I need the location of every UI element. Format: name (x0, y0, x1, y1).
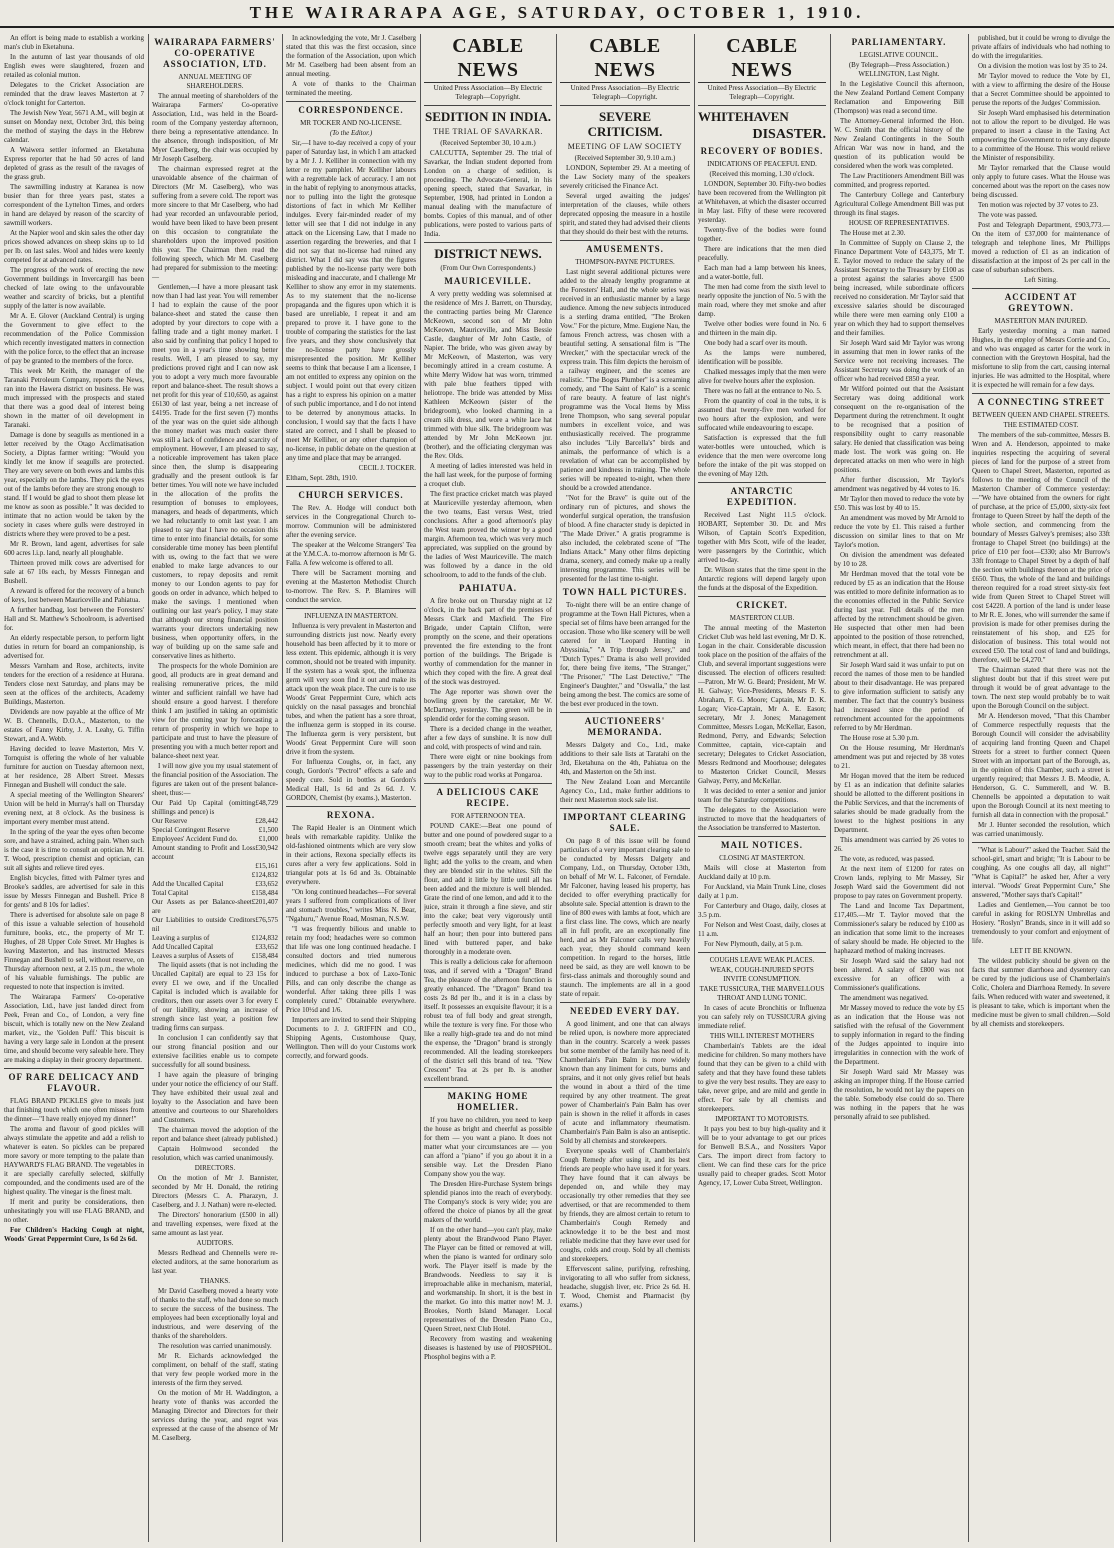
paragraph: The Jewish New Year, 5671 A.M., will begin at sunset on Monday next, October 3rd, this being the method of staying the days in the Hebrew calendar. (4, 109, 144, 144)
article-heading: A CONNECTING STREET (977, 397, 1105, 407)
paragraph: The amendment was negatived. (840, 994, 929, 1002)
paragraph: Mails will close at Masterton from Auckland daily at 10 p.m. (698, 864, 826, 881)
financial-amount: £158,484 (251, 952, 278, 960)
masthead: THE WAIRARAPA AGE, SATURDAY, OCTOBER 1, 1910. (0, 0, 1114, 28)
financial-row (152, 898, 278, 916)
divider (560, 808, 690, 809)
paragraph: For Auckland, via Main Trunk Line, closes daily at 1 p.m. (698, 883, 826, 900)
article-heading: ACCIDENT AT GREYTOWN. (1004, 292, 1078, 313)
financial-label: Add the Uncalled Capital (152, 880, 224, 888)
advert-heading: TAKE TUSSICURA, THE MARVELLOUS THROAT AND LUNG TONIC. (699, 985, 825, 1002)
paragraph: Messrs Redhead and Chennells were re-elected auditors, at the same honorarium as last year. (152, 1249, 278, 1275)
paragraph: Ladies and Gentlemen,—You cannot be too careful in asking for ROSLYN Umbrellas and Hosiery. "Roslyn" Brands, since in it will add so tremendously to your comfort and enjoyment of life. (972, 901, 1110, 945)
divider (698, 482, 826, 483)
divider (698, 105, 826, 106)
paragraph: For Children's Hacking Cough at night, Woods' Great Peppermint Cure, 1s 6d 2s 6d. (4, 1226, 144, 1243)
wire-credit: United Press Association—By Electric Telegraph—Copyright. (433, 84, 543, 101)
paragraph: It pays you best to buy high-quality and it will be to your advantage to get our prices for Benwell B.S.A., and Nossiters Vapor Cars. The import direct from factory to client. We can find these cars for the price usually paid to cheaper grades. Scott Motor Agency, 17, Lower Cuba Street, Wellington. (698, 1125, 826, 1187)
paragraph: A vote of thanks to the Chairman terminated the meeting. (286, 80, 416, 97)
divider (560, 240, 690, 241)
financial-label: Our Assets as per Balance-sheet are (152, 898, 252, 915)
financial-row (152, 943, 278, 952)
paragraph: The first practice cricket match was played at Mauriceville yesterday afternoon, when the two teams, East versus West, tried conclusions. After a good afternoon's play the West team proved the winner by a good margin. Afternoon tea, which was very much appreciated, was supplied on the ground by the ladies of West Mauriceville. The match was followed by a dance in the old schoolroom, to add to the funds of the club. (424, 490, 552, 579)
paragraph: A reward is offered for the recovery of a bunch of keys, lost between Mauriceville and Pahiatua. (4, 587, 144, 604)
paragraph: I have again the pleasure of bringing under your notice the efficiency of our Staff. They have exhibited their usual zeal and loyalty to the Association and have been attentive and courteous to our Shareholders and Customers. (152, 1071, 278, 1124)
paragraph: The Chairman stated that there was not the slightest doubt but that if this street were put through it would be of great advantage to the town. The next step would probably be to wait upon the Borough Council on the subject. (972, 666, 1110, 710)
divider (972, 842, 1110, 843)
paragraph: There is advertised for absolute sale on page 8 of this issue a valuable selection of household furniture, books, etc., the property of Mr T. Hughes, of 28 Upper Cole Street. Mr Hughes is leaving Masterton, and has instructed Messrs Finnegan and Bushell to sell, without reserve, on Thursday afternoon next, at 2.15 p.m., the whole of his valuable furnishings. The public are requested to note that inspection is invited. (4, 911, 144, 991)
financial-amount: £48,729 (255, 799, 278, 807)
paragraph: Ten motion was rejected by 37 votes to 23. (978, 201, 1099, 209)
wire-credit: United Press Association—By Electric Telegraph—Copyright. (570, 84, 680, 101)
divider (560, 1002, 690, 1003)
paragraph: CALCUTTA, September 29. The trial of Savarkar, the Indian student deported from London on a charge of sedition, is proceeding. The Advocate-General, in his opening speech, stated that Savarkar, in September, 1908, had printed in London a manual dealing with the manufacture of bombs. Copies of this manual, and of other publications, were posted to various parts of India. (424, 149, 552, 238)
article-heading: SEVERE CRITICISM. (587, 109, 663, 139)
wire-credit: United Press Association—By Electric Telegraph—Copyright. (707, 84, 817, 101)
divider (424, 783, 552, 784)
paragraph: At the Napier wool and skin sales the other day prices showed advances on sheep skins up to 1d per lb. on last sales. Wool and hides were keenly competed for at advanced rates. (4, 229, 144, 264)
paragraph: Sir,—I have to-day received a copy of your paper of Saturday last, in which I am attacked by a Mr J. J. Kelliher in connection with my letter re my pamphlet. Mr Kelliher labours with a regrettable lack of accuracy. I am not in the habit of replying to anonymous attacks, nor to pulling into the light the grotesque distortions of fact in which Mr Kelliher indulges. Every fair-minded reader of my letter will see that I did not indulge in any attack on the Licensing Law, that I made no assertion regarding the breweries, and that I did not say that no-license had ruined any district. What I did say was that the figures published by the no-license party were both misleading and inaccurate, and I challenge Mr Kelliher to show any error in my statements. As to my statement that the no-license propaganda and the figures upon which it is based are unreliable, I repeat it and am prepared to prove it. I have gone to the trouble of comparing the statistics for the last five years, and they show conclusively that the no-license party have grossly misrepresented the position. Mr Kelliher seems to think that because I am a licensee, I am not entitled to express any opinion on the subject. I would point out that every citizen has a right to express his opinion on a matter of such public importance, and I do not intend to be deterred by anonymous attacks. In conclusion, I would say that the facts I have stated are correct, and I shall be pleased to meet Mr Kelliher, or any other champion of no-license, in public debate on the question at any time and place that may be arranged. (286, 139, 416, 462)
divider (286, 486, 416, 487)
paragraph: Early yesterday morning a man named Hughes, in the employ of Messrs Corrie and Co., and who was engaged as carter for the work in connection with the Greytown Hospital, had the misfortune to slip from the cart, causing internal injuries. He was admitted to the Hospital, where it is expected he will remain for a few days. (972, 327, 1110, 389)
paragraph: The Wairarapa Farmers' Co-operative Association, Ltd., have just landed direct from Peek, Frean and Co., of London, a very fine biscuit, which is totally new on the New Zealand market, viz., the 'Golden Puff.' This biscuit is having a very large sale in London at the present time, and should become very saleable here. They are making a display in their grocery department. (4, 993, 144, 1064)
financial-row (152, 934, 278, 943)
divider (972, 393, 1110, 394)
financial-row (152, 862, 278, 871)
financial-label: Special Contingent Reserve (152, 826, 230, 834)
paragraph: On division the amendment was defeated by 10 to 28. (834, 551, 964, 568)
paragraph: Importers are invited to send their Shipping Documents to J. J. GRIFFIN and CO., Shipping Agents, Customhouse Quay, Wellington. Then will do your Customs work correctly, and forward goods. (286, 1016, 416, 1060)
financial-label: Add Uncalled Capital (152, 943, 214, 951)
paragraph: One body had a scarf over its mouth. (704, 339, 808, 347)
article-subheading: INDICATIONS OF PEACEFUL END. (707, 160, 817, 168)
received-note: (Received September 30, 9.10 a.m.) (574, 154, 676, 162)
article-heading: REXONA. (326, 810, 376, 820)
paragraph: Mr David Caselberg moved a hearty vote of thanks to the staff, who had done so much to secure the success of the business. The employees had been exceptionally loyal and industrious, and were deserving of the thanks of the shareholders. (152, 1287, 278, 1340)
paragraph: Mr Massey moved to reduce the vote by £5 as an indication that the House was not satisfied with the refusal of the Government to supply information in regard to the finding of the Judges appointed to inquire into irregularities in connection with the work of the Department. (834, 1004, 964, 1066)
article-subheading: AUDITORS. (196, 1239, 234, 1247)
paragraph: Twelve other bodies were found in No. 6 and thirteen in the main dip. (698, 320, 826, 337)
article-heading: AUCTIONEERS' MEMORANDA. (584, 716, 666, 737)
article-subheading: THE TRIAL OF SAVARKAR. (433, 127, 543, 136)
divider (424, 1087, 552, 1088)
paragraph: The chairman expressed regret at the unavoidable absence of the chairman of Directors (Mr M. Caselberg), who was suffering from a severe cold. The report was more sincere to that Mr Caselberg, who had had year recorded an unfavourable period, would have been liked to have been present on this occasion to congratulate the shareholders upon the improved position this year. The Chairman then read the following speech, which Mr M. Caselberg had prepared for submission to the meeting:— (152, 165, 278, 281)
financial-row (152, 844, 278, 862)
financial-label: Our Liabilities to outside Creditors nil (152, 916, 256, 933)
section-banner: CABLE NEWS (424, 34, 552, 83)
financial-row (152, 889, 278, 898)
article-subheading: RECOVERY OF BODIES. (700, 146, 824, 156)
paragraph: A fire broke out on Thursday night at 12 o'clock, in the back part of the premises of Messrs Clark and Maxfield. The Fire Brigade, under Captain Clifton, were promptly on the scene, and their operations prevented the fire extending to the front portion of the buildings. The Brigade is worthy of commendation for the manner in which they coped with the fire. A great deal of the stock was destroyed. (424, 597, 552, 686)
paragraph: Each man had a lamp between his knees, and a water-bottle, full. (698, 264, 826, 281)
received-note: (Received this morning, 1.30 o'clock. (709, 170, 815, 178)
paragraph: Sir Joseph Ward said Mr Massey was asking an improper thing. If the House carried the resolution, he would not lay the papers on the table. Somebody else could do so. There was nothing in the papers that he was personally afraid to see published. (834, 1068, 964, 1121)
paragraph: On the motion of Mr J. Bannister, seconded by Mr H. Donald, the retiring Directors (Messrs C. A. Pharazyn, J. Caselberg, and J. J. Nathan) were re-elected. (152, 1174, 278, 1209)
paragraph: English bicycles, fitted with Palmer tyres and Brooke's saddles, are advertised for sale in this issue by Messrs Finnegan and Bushell. Price 8 for gents' and 8 10s for ladies'. (4, 874, 144, 909)
article-heading: A DELICIOUS CAKE RECIPE. (436, 787, 540, 808)
paragraph: Received Last Night 11.5 o'clock. HOBART, September 30. Dr. and Mrs Wilson, of Captain Scott's Expedition, together with Mrs Scott, wife of the leader, were passengers by the Corinthic, which arrived to-day. (698, 511, 826, 564)
paragraph: published, but it could be wrong to divulge the private affairs of individuals who had nothing to do with the irregularities. (972, 34, 1110, 60)
article-heading: DISTRICT NEWS. (434, 246, 542, 261)
article-heading: ANTARCTIC EXPEDITION. (726, 486, 798, 507)
paragraph: On page 8 of this issue will be found particulars of a very important clearing sale to be conducted by Messrs Dalgety and Company, Ltd., on Thursday, October 13th, on behalf of Mr W. L. Falconer, of Ferndale. Mr Falconer, having leased his property, has decided to offer everything practically for absolute sale. Special attention is drawn to the line of 800 ewes with lambs at foot, which are a first class line. The cows, which are nearly all in full profit, are an exceptionally fine herd, and as Mr Falconer calls very heavily each year, they should command keen competition. In regard to the horses, little need be said, as they are well known to be first-class animals and thoroughly sound and staunch. The implements are all in a good state of repair. (560, 837, 690, 998)
paragraph: Damage is done by seagulls as mentioned in a letter received by the Otago Acclimatisation Society, a Diptas farmer writing: "Would you kindly let me know if seagulls are protected. They are very severe on both ewes and lambs this year, especially on the lambs. They pick the eyes out of the lambs before they are strong enough to stand. If I would be glad to shoot them please let me know as soon as possible." It was decided to intimate that no action would be taken by the society in cases where gulls were destroyed in districts where they were proved to be a pest. (4, 431, 144, 538)
article-heading-continued: DISASTER. (752, 127, 826, 142)
paragraph: A good liniment, and one that can always be relied upon, is nowhere more appreciated than in the country. Scarcely a week passes but some member of the family has need of it. Chamberlain's Pain Balm is more widely known than any liniment for cuts, burns and sprains, and it not only gives relief but heals the wound in about a third of the time required by any other treatment. The great power of Chamberlain's Pain Balm has over pain is shown in the relief it affords in cases of acute and inflammatory rheumatism. Chamberlain's Pain Balm is also an antiseptic. Sold by all chemists and storekeepers. (560, 1020, 690, 1145)
column-2 (152, 34, 278, 1542)
financial-row (152, 916, 278, 934)
article-heading: NEEDED EVERY DAY. (570, 1006, 680, 1016)
financial-row (152, 880, 278, 889)
article-subheading: PAHIATUA. (459, 583, 517, 593)
column-5 (560, 34, 690, 1542)
article-subheading: (To the Editor.) (329, 129, 373, 137)
paragraph: For Nelson and West Coast, daily, closes at 11 a.m. (698, 921, 826, 938)
received-note: (Received September 30, 10 a.m.) (440, 139, 536, 147)
paragraph: For New Plymouth, daily, at 5 p.m. (704, 940, 803, 948)
financial-amount: £33,652 (255, 880, 278, 888)
paragraph: Mr Herdman moved that the total vote be reduced by £5 as an indication that the House was entitled to more definite information as to the economies effected in the Public Service during last year. Full details of the men affected by the retrenchment should be given. He suspected that other men had been appointed to the position of those retrenched, which meant, in effect, that there had been no retrenchment at all. (834, 570, 964, 659)
article-heading: MAKING HOME HOMELIER. (447, 1091, 529, 1112)
paragraph: Recovery from wasting and weakening diseases is hastened by use of PHOSPHOL. Phosphol begins with a P. (424, 1335, 552, 1361)
paragraph: The Rev. A. Hodge will conduct both services in the Congregational Church to-morrow. Communion will be administered after the evening service. (286, 504, 416, 539)
paragraph: From the quantity of coal in the tubs, it is assumed that twenty-five men worked for two hours after the explosion, and were suffocated while endeavouring to escape. (698, 397, 826, 432)
column-rule (830, 34, 831, 1542)
paragraph: Mr R. Eichards acknowledged the compliment, on behalf of the staff, stating that very few people worked more in the interests of the firm they served. (152, 1352, 278, 1387)
divider (698, 596, 826, 597)
paragraph: A further handbag, lost between the Foresters' Hall and St. Matthew's Schoolroom, is advertised for. (4, 606, 144, 632)
paragraph: As the lamps were numbered, identification will be possible. (698, 349, 826, 366)
article-subheading: ANNUAL MEETING OF SHAREHOLDERS. (178, 73, 252, 90)
paragraph: If merit and purity be considerations, then unhesitatingly you will use FLAG BRAND, and no other. (4, 1198, 144, 1224)
paragraph: For Influenza Coughs, or, in fact, any cough, Gordon's "Pectrol" effects a safe and speedy cure. Sold in bottles at Gordon's Medical Hall, 1s 6d and 2s 6d. J. V. GORDON, Chemist (by exams.), Masterton. (286, 758, 416, 802)
paragraph: To-night there will be an entire change of programme at the Town Hall Pictures, when a special set of films have been arranged for the occasion. Those who like scenery will be well catered for in "Leopard Hunting in Abyssinia," "A Trip through Jersey," and "Dutch Types." Drama is also well provided for, there being five items, "The Stranger," "The Prisoner," "The Last Detective," "The Engineer's Daughter," and "Oswalla," the last being among the best. The comics are some of the best ever produced in the town. (560, 601, 690, 708)
dateline: (By Telegraph—Press Association.) WELLINGTON, Last Night. (848, 61, 950, 78)
paragraph: The House rose at 5.30 p.m. (840, 734, 919, 742)
article-subheading: TOWN HALL PICTURES. (562, 587, 688, 597)
advert-heading: COUGHS LEAVE WEAK PLACES. (709, 956, 815, 964)
paragraph: Delegates to the Cricket Association are reminded that the draw leaves Masterton at 7 o'clock tonight for Carterton. (4, 81, 144, 107)
financial-amount: £124,832 (251, 871, 278, 879)
signature: CECIL J. TOCKER. (358, 464, 416, 472)
paragraph: The speaker at the Welcome Strangers' Tea at the Y.M.C.A. to-morrow afternoon is Mr G. Falla. A few welcome is offered to all. (286, 541, 416, 567)
article-subheading: THANKS. (199, 1277, 231, 1285)
article-subheading: FOR AFTERNOON TEA. (450, 812, 526, 820)
financial-label: Leaves a surplus of Assets of (152, 952, 234, 960)
article-subheading: CLOSING AT MASTERTON. (719, 854, 805, 862)
paragraph: FLAG BRAND PICKLES give to meals just that finishing touch which one often misses from the dinner—"I have really enjoyed my dinner!" (4, 1097, 144, 1123)
financial-row (152, 817, 278, 826)
article-subheading: DIRECTORS. (194, 1164, 236, 1172)
column-6 (698, 34, 826, 1542)
paragraph: Mr Taylor moved to reduce the Vote by £1, with a view to affirming the desire of the House that a Secret Committee should be appointed to peruse the reports of the Judges' Commission. (972, 72, 1110, 107)
paragraph: The Land and Income Tax Department, £17,405.—Mr T. Taylor moved that the Commissioner's salary be reduced by £100 as an indication that some limit to the increases of salary should be made. He objected to the haphazard method of making increases. (834, 902, 964, 955)
paragraph: Mr A. E. Glover (Auckland Central) is urging the Government to give effect to the recommendation of the Police Commission which recently investigated matters in connection with the police force, to the effect that an increase of pay be granted to the members of the force. (4, 312, 144, 365)
paragraph: The men had come from the sixth level to nearly opposite the junction of No. 5 with the main road, where they met smoke and after damp. (698, 283, 826, 318)
article-subheading: THOMPSON-PAYNE PICTURES. (575, 258, 675, 266)
article-heading: WHITEHAVEN (698, 109, 789, 124)
paragraph: The resolution was carried unanimously. (158, 1342, 272, 1350)
section-banner: CABLE NEWS (560, 34, 690, 83)
column-rule (968, 34, 969, 1542)
paragraph: Influenza is very prevalent in Masterton and surrounding districts just now. Nearly every household has been affected by it to more or less extent. This epidemic, although it is very common, should not be treated with impunity. If the system has a weak spot, the influenza germ will very soon find it out and make its attack upon the weak place. The cure is to use Woods' Great Peppermint Cure, which acts quickly on the nasal passages and bronchial tubes, and when the patient has a sore throat, the influenza germ is stopped in its course. The Influenza germ is very persistent, but Woods' Great Peppermint Cure will soon drive it from the system. (286, 622, 416, 756)
paragraph: Twenty-five of the bodies were found together. (698, 226, 826, 243)
paragraph: The members of the sub-committee, Messrs B. Wren and A. Henderson, appointed to make inquiries respecting the acquiring of several pieces of land for the purpose of a street from Queen to Chapel Street, Masterton, reported as follows to the meeting of the Council of the Masterton Chamber of Commerce yesterday:—"We have obtained from the owners for right of purchase, at the price of £5,000, sixty-six feet frontage to Queen Street by half the depth of the whole section, and commencing from the boundary of Messrs Galvey's premises; also 33ft frontage to Chapel Street (no buildings) at the price of £10 per foot—£330; also Mr Burrow's 33ft frontage to Chapel Street by a depth of half the section with buildings thereon at the price of £650. Thus, the whole of the land and buildings thereon required for a road street sixty-six feet wide from Queen Street to Chapel Street will cost £4220. A portion of the land is under lease to Mr R. E. Jones, who will surrender the same if provision is made for other premises during the reinstatement of his shop, and £25 for dislocation of business. This total would not exceed £50. The total cost of land and buildings, therefore, will be £4,270." (972, 431, 1110, 664)
financial-label: Total Capital (152, 889, 189, 897)
divider (972, 288, 1110, 289)
divider (4, 1068, 144, 1069)
paragraph: If you have no children, you need to keep the house as bright and cheerful as possible for them — you want a piano. It does not matter what your circumstances are — you can afford a "piano" if you go about it in a sensible way. Let the Dresden Piano Company show you the way. (424, 1116, 552, 1178)
financial-row (152, 826, 278, 835)
paragraph: The vote, as reduced, was passed. (840, 855, 935, 863)
paragraph: LONDON, September 30. Fifty-two bodies have been recovered from the Wellington pit at Whitehaven, at which the disaster occurred in May last. Fifty of these were recovered yesterday. (698, 180, 826, 224)
article-heading: PARLIAMENTARY. (851, 37, 947, 47)
paragraph: Everyone speaks well of Chamberlain's Cough Remedy after using it, and its best friends are people who have used it for years. They have found that it can always be depended on, and while they may occasionally try other remedies that they see advertised, or that are recommended to them by friends, they are almost certain to return to Chamberlain's Cough Remedy and acknowledge it to be the best and most reliable medicine that they have ever used for coughs, colds and croup. Sold by all chemists and storekeepers. (560, 1147, 690, 1263)
financial-statement (152, 799, 278, 961)
paragraph: The annual meeting of the Masterton Cricket Club was held last evening, Mr D. K. Logan in the chair. Considerable discussion took place on the position of the affairs of the Club, and several important suggestions were discussed. The election of officers resulted:—Patron, Mr W. G. Beard; President, Mr W. H. Galway; Vice-Presidents, Messrs F. S. Abraham, F. G. Moore; Captain, Mr D. K. Logan; Vice-Captain, Mr A. E. Eason; secretary, Mr J. Jones; Management Committee, Messrs Logan, McKellar, Eason, Redmond, Perry, and Edwards; Selection Committee, captain, vice-captain and secretary; Delegates to Cricket Association, Messrs Redmond and Moorhouse; delegates to Masterton Cricket Council, Messrs Galway, Perry, and McKellar. (698, 624, 826, 785)
financial-amount: £30,942 (255, 844, 278, 852)
paragraph: This amendment was carried by 26 votes to 26. (834, 836, 964, 853)
column-rule (148, 34, 149, 1542)
paragraph: Messrs Varnham and Rose, architects, invite tenders for the erection of a residence at Hurana. Tenders close next Saturday, and plans may be seen at the offices of the architects, Academy Buildings, Masterton. (4, 662, 144, 706)
paragraph: In conclusion I can confidently say that our strong financial position and our extensive facilities enable us to compete successfully for all sound business. (152, 1034, 278, 1069)
column-8 (972, 34, 1110, 1542)
financial-amount: £201,407 (251, 898, 278, 906)
divider (286, 806, 416, 807)
financial-label: Our Paid Up Capital (omitting shillings and pence) is (152, 799, 256, 816)
paragraph: There was no fall at the entrance to No. 5. (704, 387, 822, 395)
article-subheading: THE ESTIMATED COST. (1003, 421, 1079, 429)
paragraph: Several urged awaiting the judges' interpretation of the clauses, while others deprecated opposing the measure in a hostile spirit, and stated they had advised their clients that they should do their best with the returns. (560, 192, 690, 236)
article-heading: SEDITION IN INDIA. (424, 109, 552, 124)
financial-amount: £124,832 (251, 934, 278, 942)
paragraph: There are indications that the men died peacefully. (698, 245, 826, 262)
article-heading: CHURCH SERVICES. (298, 490, 404, 500)
paragraph: Mr R. Brown, land agent, advertises for sale 600 acres l.i.p. land, nearly all ploughable. (4, 540, 144, 557)
paragraph: In Committee of Supply on Clause 2, the Finance Department Vote of £43,375, Mr T. E. Taylor moved to reduce the salary of the Assistant Secretary to the Treasury by £100 as a protest against the salaries above £500 being increased, while subordinate officers received no consideration. Mr Taylor said that excessive salaries should be discouraged while there were men earning only £100 a year on which they had to support themselves and their families. (834, 239, 964, 337)
paragraph: Sir Joseph Ward said the salary had not been altered. A salary of £800 was not excessive for an officer with a Commissioner's qualifications. (834, 957, 964, 992)
paragraph: In cases of acute Bronchitis or Influenza you can safely rely on TUSSICURA giving immediate relief. (698, 1004, 826, 1030)
divider (286, 101, 416, 102)
financial-row (152, 799, 278, 817)
paragraph: Messrs Dalgety and Co., Ltd., make additions to their sale lists at Taratahi on the 3rd, Eketahuna on the 4th, Pahiatua on the 4th, and Masterton on the 5th inst. (560, 741, 690, 776)
financial-row (152, 952, 278, 961)
paragraph: The aroma and flavour of good pickles will always stimulate the appetite and add a relish to whatever is eaten. So pickles can be prepared more savory or more tempting to the palate than HAYWARD'S FLAG BRAND. The vegetables in it are specially carefully selected, skilfully compounded, and the condiments used are of the highest quality. The vinegar is the finest malt. (4, 1125, 144, 1196)
paragraph: After further discussion, Mr Taylor's amendment was negatived by 44 votes to 16. (834, 476, 964, 493)
paragraph: The wildest publicity should be given on the facts that summer diarrhoea and dysentery can be cured by the judicious use of Chamberlain's Colic, Cholera and Diarrhoea Remedy. In severe fails. When reduced with water and sweetened, it is pleasant to take, which is important when the medicine must be given to small children.—Sold by all chemists and storekeepers. (972, 957, 1110, 1028)
article-subheading: MR TOCKER AND NO-LICENSE. (300, 119, 402, 127)
article-heading: CRICKET. (736, 600, 788, 610)
advert-heading: IMPORTANT TO MOTORISTS. (715, 1115, 809, 1123)
article-subheading: MASTERTON MAN INJURED. (994, 317, 1088, 325)
paragraph: There is a decided change in the weather, after a few days of sunshine. It is now dull and cold, with prospects of wind and rain. (424, 725, 552, 751)
paragraph: Post and Telegraph Department, £903,773.—On the item of £37,000 for maintenance of telegraph and telephone lines, Mr Phillipps moved a reduction of £1 as an indication of dissatisfaction at the impost of 2s per call in the case of suburban subscribers. (972, 221, 1110, 274)
paragraph: The progress of the work of erecting the new Government buildings in Invercargill has been checked of late owing to the unfavourable weather and scarcity of bricks, but a plentiful supply of the latter is now available. (4, 266, 144, 310)
column-7 (834, 34, 964, 1542)
paragraph: Chamberlain's Tablets are the ideal medicine for children. So many mothers have found that they can be given to a child with safety and that they have found these tablets to give the very best results. They are easy to take, never gripe, and are mild and gentle in effect. For sale by all chemists and storekeepers. (698, 1042, 826, 1113)
paragraph: This week Mr Keith, the manager of the Taranaki Petroleum Company, reports the News, ran into the Hawera district on business. He was much impressed with the prospects and stated that there was a good deal of interest being shown in the matter of oil development in Taranaki. (4, 367, 144, 429)
article-subheading: HOUSE OF REPRESENTATIVES. (848, 219, 950, 227)
financial-label: Employees' Accident Fund do. (152, 835, 238, 843)
paragraph: The Dresden Hire-Purchase System brings splendid pianos into the reach of everybody. The Company's stock is very wide; you are offered the choice of pianos by all the great makers of the world. (424, 1180, 552, 1224)
paragraph: Mr Taylor remarked that the Clause would only apply to future cases. What the House was concerned about was the report on the cases now being discussed. (972, 164, 1110, 199)
paragraph: A Waiwera settler informed an Eketahuna Express reporter that he had 50 acres of land depleted of grass as the result of the ravages of the grass grub. (4, 146, 144, 181)
paragraph: Satisfaction is expressed that the full water-bottles were untouched, which is evidence that the men were overcome long before the intake of the pit was stopped on the evening of May 12th. (698, 434, 826, 478)
paragraph: The sawmilling industry at Karanea is now busier than for three years past, states a correspondent of the Lyttelton Times, and orders in hand are delayed by reason of the scarcity of sawmill workers. (4, 183, 144, 227)
paragraph: An elderly respectable person, to perform light duties in return for board an companionship, is advertised for. (4, 634, 144, 660)
section-banner: CABLE NEWS (698, 34, 826, 83)
paragraph: At the next item of £1200 for rates on Crown lands, replying to Mr Massey, Sir Joseph Ward said the Government did not propose to pay rates on Government property. (834, 865, 964, 900)
paragraph: "I was frequently bilious and unable to retain my food; headaches were so common that life was one long continued headache. I consulted doctors and tried numerous medicines, which did me no good. I was induced to purchase a box of Laxo-Tonic Pills, and can only describe the change as wonderful. After taking three pills I was completely cured." Obtainable everywhere. Price 10½d and 1/6. (286, 925, 416, 1014)
article-heading: MAIL NOTICES. (720, 840, 804, 850)
paragraph: On the House resuming, Mr Herdman's amendment was put and rejected by 38 votes to 21. (834, 744, 964, 770)
paragraph: It was decided to enter a senior and junior team for the Saturday competitions. (698, 787, 826, 804)
column-4 (424, 34, 552, 1542)
paragraph: This is really a delicious cake for afternoon teas, and if served with a "Dragon" Brand Tea, the pleasure of the afternoon function is greatly enhanced. The "Dragon" Brand tea costs 2s 8d per lb., and it is in a class by itself. It possesses an exquisite flavour; it is a robust tea of full body and great strength, while the texture is very fine. For those who like a really high-grade tea and do not mind the expense, the "Dragon" brand is strongly recommended. All the leading storekeepers of the district sell this brand of tea. "New Crescent" Tea at 2s per lb. is another excellent brand. (424, 958, 552, 1083)
paragraph: A very pretty wedding was solemnised at the residence of Mrs J. Barrett, on Thursday, the contracting parties being Mr Clarence McKeown, second son of Mr John McKeown, Mauriceville, and Miss Bessie Castle, daughter of Mr John Castle, of Napier. The bride, who was given away by Mr McKeown, of Masterton, was very becomingly attired in a cream costume. A white Merry Widow hat was worn, trimmed with pale blue feathers tipped with heliotrope. The bride was attended by Miss Kathleen McKeown (sister of the bridegroom), who looked charming in a cream silk dress, and wore a white lace hat trimmed with blue silk. The bridegroom was attended by Mr John McKeown jnr. (brother), and the officiating clergyman was the Rev. Olds. (424, 290, 552, 460)
financial-label: Our Reserve (152, 817, 188, 825)
article-heading: INFLUENZA IN MASTERTON. (304, 612, 398, 620)
paragraph: The vote was passed. (978, 211, 1038, 219)
paragraph: The Canterbury College and Canterbury Agricultural College Amendment Bill was put through its final stages. (834, 191, 964, 217)
paragraph: There will be Sacrament morning and evening at the Masterton Methodist Church to-morrow. The Rev. S. P. Blamires will conduct the service. (286, 569, 416, 604)
divider (560, 712, 690, 713)
paragraph: Chalked messages imply that the men were alive for twelve hours after the explosion. (698, 368, 826, 385)
article-subheading: (From Our Own Correspondents.) (440, 264, 536, 272)
paragraph: Gentlemen,—I have a more pleasant task now than I had last year. You will remember I had to explain the cause of the poor balance-sheet and stated the cause then adopted by your directors to cope with a falling trade and a tight money market. I also said by confining that policy I hoped to meet you in a year's time showing better results. Well, I am pleased to say, my predictions proved right and I can now ask you to adopt a very much more favourable report and balance-sheet. The result shows a net profit for this year of £10,650, as against £6130 of last year, being a net increase of £4195. Trade for the first seven (7) months of the year was on the quiet side although the money market was much easier there was still a lack of confidence and scarcity of employment. However, I am pleased to say, a noticeable improvement has taken place since then, the slump is disappearing gradually and the present outlook is far better times. You will note we have included in the allocation of the profits the resumption of bonuses to employees, managers, and heads of departments, which we had reluctantly to omit last year. I am pleased to say that I have no occasion this time to enter into financial details, for some considerable time money has been plentiful with us, owing to the fact that we were enabled to make large advances to our customers, to repay deposits and remit money to our London agents to pay for goods on order in advance, which helped to make the savings. I mentioned when outlining our last year's policy, I may state that although our strong financial position warrants your directors undertaking new business, when opportunity offers, in the way of building up on the same safe and conservative lines as hitherto. (152, 283, 278, 660)
paragraph: LONDON, September 29. At a meeting of the Law Society many of the speakers severely criticised the Finance Act. (560, 164, 690, 190)
paragraph: In acknowledging the vote, Mr J. Caselberg stated that this was the first occasion, since the formation of the Association, upon which Mr M. Caselberg had been absent from an annual meeting. (286, 34, 416, 78)
article-heading: AMUSEMENTS. (586, 244, 664, 254)
paragraph: The Rapid Healer is an Ointment which heals with remarkable rapidity. Unlike the old-fashioned ointments which are very slow in their actions, Rexona specially effects its cures after a very few applications. Sold in triangular pots at 1s 6d and 3s. Obtainable everywhere. (286, 824, 416, 886)
financial-amount: £28,442 (255, 817, 278, 825)
financial-amount: £1,500 (258, 826, 278, 834)
divider (286, 608, 416, 609)
article-heading: WAIRARAPA FARMERS' CO-OPERATIVE ASSOCIATION, LTD. (154, 37, 276, 69)
paragraph: The Directors' honorarium (£500 in all) and travelling expenses, were fixed at the same amount as last year. (152, 1211, 278, 1237)
paragraph: The liquid assets (that is not including the Uncalled Capital) are equal to 23 15s for every £1 we owe, and if the Uncalled Capital is included which is available for creditors, then our assets over 3 for every £ of our liability, showing an increase of strength since last year, a position few trading firms can surpass. (152, 961, 278, 1032)
paragraph: Dividends are now payable at the office of Mr W. B. Chennells, D.O.A., Masterton, to the estates of Fanny Kirby, J. A. Leahy, G. Tiffin Stewart, and A. Webb. (4, 708, 144, 743)
paragraph: Mr Hogan moved that the item be reduced by £1 as an indication that definite salaries should be allotted to the different positions in the Public Services, and that the increments of salaries should be made gradually from the lowest to the highest positions in any Department. (834, 772, 964, 834)
paragraph: Thirteen proved milk cows are advertised for sale at 67 10s each, by Messrs Finnegan and Bushell. (4, 559, 144, 585)
paragraph: The prospects for the whole Dominion are good, all products are in great demand and realising remunerative prices, the mild winter and sufficient rainfall we have had should ensure a good harvest. I therefore think I am justified in taking an optimistic view for the coming year by forecasting a return of prosperity in which we hope to participate and trust to have the pleasure of presenting you with a much better report and balance-sheet next year. (152, 662, 278, 760)
financial-row (152, 835, 278, 844)
paragraph: I will now give you my usual statement of the financial position of the Association. The figures are taken out of the present balance-sheet, thus:— (152, 762, 278, 797)
advert-heading: THIS WILL INTEREST MOTHERS (709, 1032, 815, 1040)
financial-amount: £1,000 (258, 835, 278, 843)
article-subheading: LEGISLATIVE COUNCIL. (859, 51, 939, 59)
article-subheading: Left Sitting. (1024, 276, 1058, 284)
paragraph: For Canterbury and Otago, daily, closes at 3.5 p.m. (698, 902, 826, 919)
divider (424, 105, 552, 106)
financial-row (152, 871, 278, 880)
advert-heading: LET IT BE KNOWN. (1010, 947, 1072, 955)
paragraph: A meeting of ladies interested was held in the hall last week, for the purpose of forming a croquet club. (424, 462, 552, 488)
paragraph: In the autumn of last year thousands of old English ewes were slaughtered, frozen and retailed as colonial mutton. (4, 53, 144, 79)
column-3 (286, 34, 416, 1542)
divider (424, 242, 552, 243)
article-subheading: MEETING OF LAW SOCIETY (567, 142, 683, 151)
paragraph: An effort is being made to establish a working man's club in Eketahuna. (4, 34, 144, 51)
paragraph: Sir Joseph Ward emphasised his determination not to allow the report to be divulged. He was prepared to insert a clause in the Taxing Act empowering the Government to refer any dispute to a committee of the House. This would relieve the Minister of responsibility. (972, 109, 1110, 162)
financial-label: Leaving a surplus of (152, 934, 210, 942)
paragraph: Dr. Wilson states that the time spent in the Antarctic regions will depend largely upon the funds at the disposal of the Expedition. (698, 566, 826, 592)
advert-heading: WEAK, COUGH-INJURED SPOTS INVITE CONSUMPTION. (710, 966, 814, 983)
paragraph: "What is Labour?" asked the Teacher. Said the school-girl, smart and bright; "It is Labour to be coughing, As one coughs all day, all night!" "What is Capital?" he asked her, After a very interval. "Woods' Great Peppermint Cure," She answered, "Mother says that's Capital!" (972, 846, 1110, 899)
paragraph: POUND CAKE:—Beat one pound of butter and one pound of powdered sugar to a smooth cream; beat the whites and yolks of twelve eggs separately until they are very light; add the yolks to the cream, and when they are blended stir in the whites. Sift the flour, and add it little by little until all has been added and the mixture is well blended. Grate the rind of one lemon, and add it to the juice, strain it through a fine sieve, and stir into the cake; beat very vigorously until perfectly smooth and very light, for at least half an hour; then pour into buttered pans lined with buttered paper, and bake thoroughly in a moderate oven. (424, 822, 552, 956)
paragraph: Captain Holmwood seconded the resolution, which was carried unanimously. (152, 1145, 278, 1162)
paragraph: The Attorney-General informed the Hon. W. C. Smith that the official history of the New Zealand Contingents in the South African War was now in hand, and the question of its publication would be considered when the work was completed. (834, 117, 964, 170)
article-subheading: MASTERTON CLUB. (729, 614, 795, 622)
paragraph: Mr Taylor then moved to reduce the vote by £50. This was lost by 40 to 15. (834, 495, 964, 512)
paragraph: Mr Wilford pointed out that the Assistant Secretary was doing additional work consequent on the re-organisation of the Department during the retrenchment. It ought to be recognised that a position of responsibility ought to carry reasonable salary. He denied that classification was being made lost. The work was going on. He deprecated attacks on men who were in high positions. (834, 385, 964, 474)
dateline: Eltham, Sept. 28th, 1910. (286, 474, 358, 482)
divider (698, 952, 826, 953)
article-heading: IMPORTANT CLEARING SALE. (563, 812, 687, 833)
paragraph: The Age reporter was shown over the bowling green by the caretaker, Mr W. McDartney, yesterday. The green will be in splendid order for the coming season. (424, 688, 552, 723)
financial-amount: £76,575 (255, 916, 278, 924)
column-rule (420, 34, 421, 1542)
column-rule (556, 34, 557, 1542)
paragraph: "On long continued headaches—For several years I suffered from complications of liver and stomach troubles," writes Miss N. Bear, "Ngahuru," Avenue Road, Mosman, N.S.W. (286, 888, 416, 923)
financial-amount: £158,484 (251, 889, 278, 897)
financial-amount: £15,161 (255, 862, 278, 870)
paragraph: "Not for the Brave" is quite out of the ordinary run of pictures, and shows the wonderful surgical operation, the transfusion of blood. A fine character study is depicted in "The Made Driver." A gratis programme is also included, the celebrated scene of "The Indians Attack." Many other films depicting drama, scenery, and comedy make up a really interesting programme. This series will be presented for the last time to-night. (560, 494, 690, 583)
paragraph: On the motion of Mr H. Waddington, a hearty vote of thanks was accorded the Managing Director and Directors for their services during the year, and regret was expressed at the cause of the absence of Mr M. Caselberg. (152, 1389, 278, 1442)
divider (698, 836, 826, 837)
paragraph: Last night several additional pictures were added to the already lengthy programme at the Foresters' Hall, and the whole series was received in an enthusiastic manner by a large audience. Among the new subjects introduced is a sterling drama entitled, "The Broken Vow." For the picture, Mme. Eugiene Nau, the famous French actress, was chosen with a beautiful setting. A sensational film is "The Wrecker," with the spectacular wreck of the express train. This film depicts the heroism of a railway engineer, and the scenes are realistic. "The Bogus Plumber" is a screaming comedy, and "The Saint of Kalo" is a scenic of rare beauty. A feature of last night's programme was the Vocal Items by Miss Irene Thompson, who sang several popular numbers in excellent voice, and was enthusiastically received. The programme also includes "Lily Barcella's" birds and animals, the performance of which is a revelation of what can be accomplished by patience and kindness in training. The whole series will be repeated to-night, when there should be a crowded attendance. (560, 268, 690, 492)
paragraph: Having decided to leave Masterton, Mrs V. Tornquist is offering the whole of her valuable furniture for auction on Tuesday afternoon next, at her residence, 28 Albert Street. Messrs Finnegan and Bushell will conduct the sale. (4, 745, 144, 789)
paragraph: In the Legislative Council this afternoon, the New Zealand Portland Cement Company Reclamation and Empowering Bill (Thompson) was read a second time. (834, 80, 964, 115)
article-subheading: MAURICEVILLE. (444, 276, 532, 286)
paragraph: On a division the motion was lost by 35 to 24. (978, 62, 1108, 70)
column-rule (282, 34, 283, 1542)
paragraph: Effervescent saline, purifying, refreshing, invigorating to all who suffer from sickness, headache, sluggish liver, etc. Price 2s 6d. H. T. Wood, Chemist and Pharmacist (by exams.) (560, 1265, 690, 1309)
paragraph: The New Zealand Loan and Mercantile Agency Co., Ltd., make further additions to their next Masterton stock sale list. (560, 778, 690, 804)
paragraph: The annual meeting of shareholders of the Wairarapa Farmers' Co-operative Association, Ltd., was held in the Board-room of the Company yesterday afternoon, there being a representative attendance. In the absence, through indisposition, of Mr Myer Caselberg, the chair was occupied by Mr Joseph Caselberg. (152, 92, 278, 163)
paragraph: If on the other hand—you can't play, make plenty about the Brandwood Piano Player. The Player can be fitted or removed at will, when the piano is wanted for ordinary solo work. The Player itself is made by the Brandwoods. Needless to say it is irreproachable alike in mechanism, material, and workmanship. In short, it is the best in the market. Go into this matter now! M. J. Brookes, North Island Manager. Local representatives of the Dresden Piano Co., Queen Street, next Club Hotel. (424, 1226, 552, 1333)
paragraph: The delegates to the Association were instructed to move that the headquarters of the Association be transferred to Masterton. (698, 806, 826, 832)
paragraph: The House met at 2.30. (840, 229, 906, 237)
article-heading: CORRESPONDENCE. (298, 105, 404, 115)
article-heading: OF RARE DELICACY AND FLAVOUR. (8, 1072, 140, 1093)
divider (560, 105, 690, 106)
paragraph: In the spring of the year the eyes often become sore, and have a strained, aching pain. When such is the case it is time to consult an optician. Mr H. T. Wood, prescription chemist and optician, can suit all sights and relieve tired eyes. (4, 828, 144, 872)
paragraph: A special meeting of the Wellington Shearers' Union will be held in Murray's hall on Thursday evening next, at 8 o'clock. As the business is important every member must attend. (4, 791, 144, 826)
paragraph: There were eight or nine bookings from passengers by the train yesterday on their way to the public road works at Pongaroa. (424, 753, 552, 779)
paragraph: Sir Joseph Ward said Mr Taylor was wrong in assuming that men in lower ranks of the Service were not receiving increases. The Assistant Secretary was doing the work of an officer who had received £850 a year. (834, 339, 964, 383)
column-1 (4, 34, 144, 1542)
paragraph: The chairman moved the adoption of the report and balance sheet (already published.) (152, 1126, 278, 1143)
financial-label: Amount standing to Profit and Loss account (152, 844, 256, 861)
paragraph: An amendment was moved by Mr Arnold to reduce the vote by £1. This raised a further discussion on similar lines to that on Mr Taylor's motion. (834, 514, 964, 549)
paragraph: The Law Practitioners Amendment Bill was committed, and progress reported. (834, 172, 964, 189)
paragraph: Mr A. Henderson moved, "That this Chamber of Commerce respectfully requests that the Borough Council will consider the advisability of acquiring land fronting Queen and Chapel Streets for a street to further connect Queen Street with an important part of the Borough, as, in the opinion of this Chamber, such a street is urgently required; that Messrs J. B. Meodie, A. Henderson, G. C. Summerell, and W. B. Chennells be appointed a deputation to wait upon the Borough Council at its next meeting to furnish all data in connection with the proposal." (972, 712, 1110, 819)
article-subheading: BETWEEN QUEEN AND CHAPEL STREETS. (972, 411, 1110, 419)
column-rule (694, 34, 695, 1542)
paragraph: Mr J. Hunter seconded the resolution, which was carried unanimously. (972, 821, 1110, 838)
paragraph: Sir Joseph Ward said it was unfair to put on record the names of those men to be handled about to their disadvantage. He was prepared to give information sufficient to satisfy any member. The fact that the country's business had increased since the period of retrenchment accounted for the appointments referred to by Mr Herdman. (834, 661, 964, 732)
financial-amount: £33,652 (255, 943, 278, 951)
